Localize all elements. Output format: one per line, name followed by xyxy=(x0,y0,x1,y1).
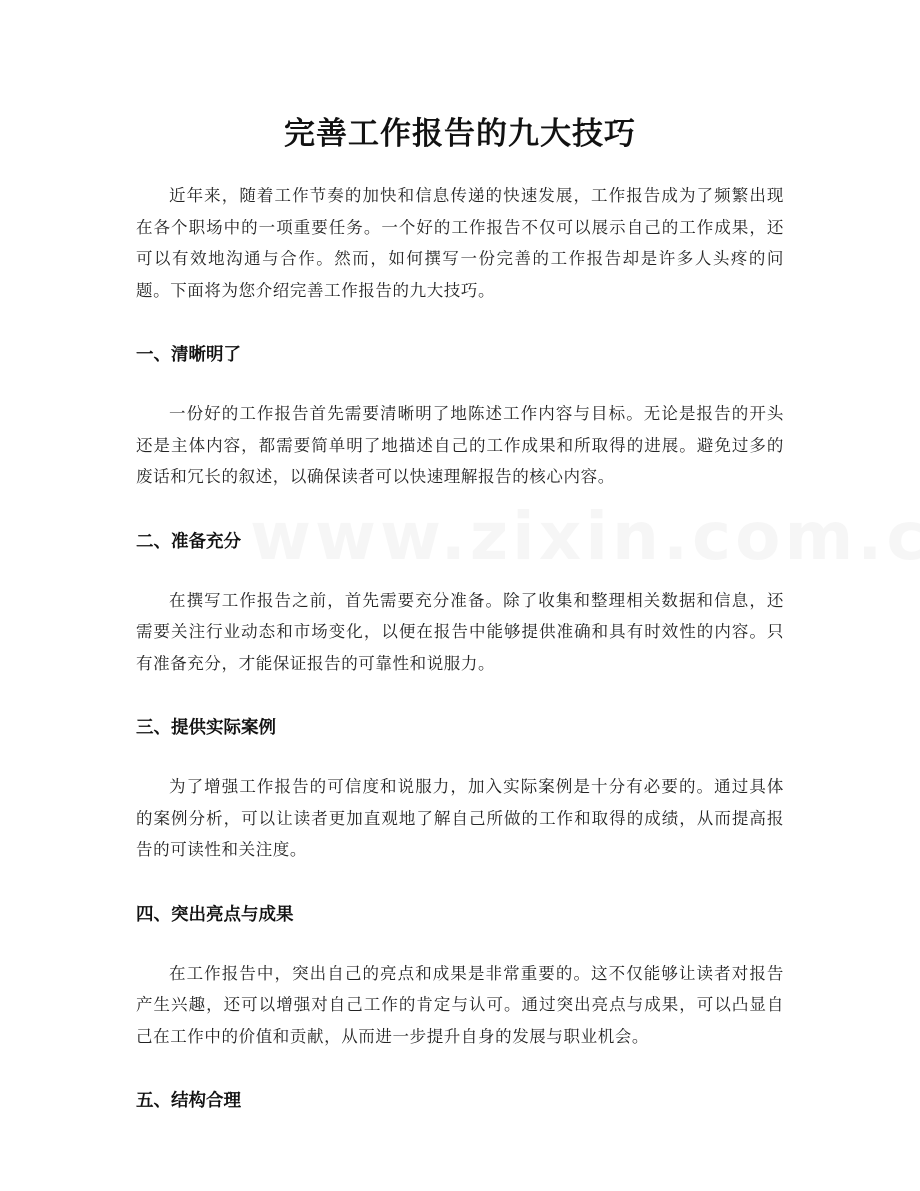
section-heading-4: 四、突出亮点与成果 xyxy=(136,904,294,925)
intro-paragraph: 近年来，随着工作节奏的加快和信息传递的快速发展，工作报告成为了频繁出现在各个职场中的一项重要任务。一个好的工作报告不仅可以展示自己的工作成果，还可以有效地沟通与合作。然而，如何撰写一份完善的工作报告却是许多人头疼的问题。下面将为您介绍完善工作报告的九大技巧。 xyxy=(136,186,784,300)
document-body xyxy=(136,180,784,1144)
section-body-1: 一份好的工作报告首先需要清晰明了地陈述工作内容与目标。无论是报告的开头还是主体内容，都需要简单明了地描述自己的工作成果和所取得的进展。避免过多的废话和冗长的叙述，以确保读者可以快速理解报告的核心内容。 xyxy=(136,404,784,486)
section-heading-1: 一、清晰明了 xyxy=(136,345,241,365)
document-title: 完善工作报告的九大技巧 xyxy=(284,116,636,152)
section-heading-3: 三、提供实际案例 xyxy=(136,718,276,738)
section-heading-5: 五、结构合理 xyxy=(136,1091,241,1111)
section-heading-2: 二、准备充分 xyxy=(136,531,241,552)
section-body-3: 为了增强工作报告的可信度和说服力，加入实际案例是十分有必要的。通过具体的案例分析，可以让读者更加直观地了解自己所做的工作和取得的成绩，从而提高报告的可读性和关注度。 xyxy=(136,777,784,859)
section-body-2: 在撰写工作报告之前，首先需要充分准备。除了收集和整理相关数据和信息，还需要关注行业动态和市场变化，以便在报告中能够提供准确和具有时效性的内容。只有准备充分，才能保证报告的可靠性和说服力。 xyxy=(136,590,784,673)
section-body-4: 在工作报告中，突出自己的亮点和成果是非常重要的。这不仅能够让读者对报告产生兴趣，还可以增强对自己工作的肯定与认可。通过突出亮点与成果，可以凸显自己在工作中的价值和贡献，从而进一步提升自身的发展与职业机会。 xyxy=(136,963,784,1046)
